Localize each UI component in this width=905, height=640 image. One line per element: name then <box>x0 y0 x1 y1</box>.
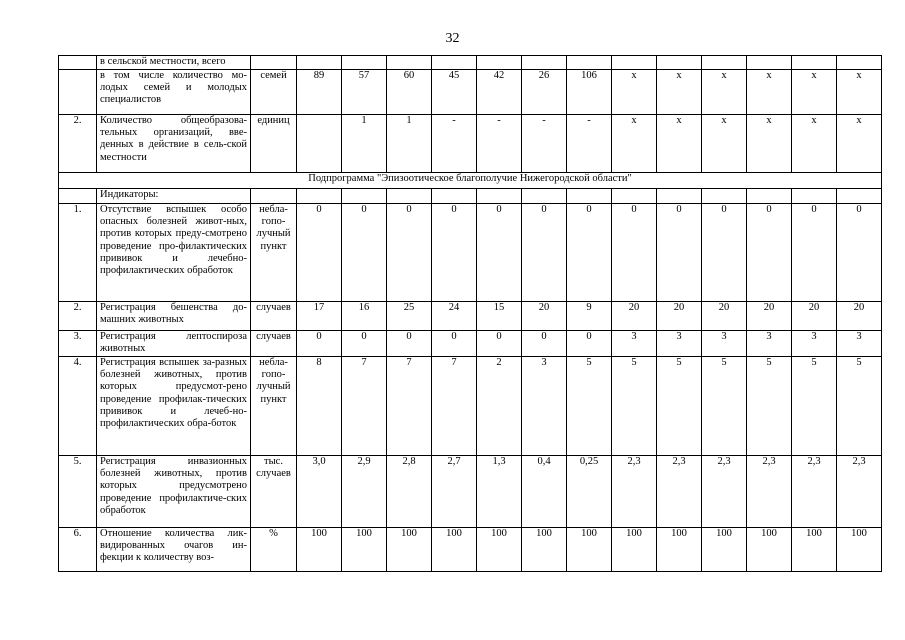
table-row <box>59 528 882 572</box>
value-cell: 0 <box>297 204 342 302</box>
value-cell: 16 <box>342 302 387 331</box>
value-cell: 2,9 <box>342 456 387 528</box>
value-cell: 0 <box>342 204 387 302</box>
row-unit: единиц <box>251 115 297 173</box>
row-number: 6. <box>59 528 97 572</box>
value-cell: 2,3 <box>837 456 882 528</box>
value-cell: 100 <box>432 528 477 572</box>
value-cell: 5 <box>702 357 747 456</box>
table-row-rural-total <box>59 56 882 70</box>
value-cell: 5 <box>612 357 657 456</box>
value-cell: 100 <box>792 528 837 572</box>
value-cell: 5 <box>837 357 882 456</box>
value-cell: 0 <box>567 204 612 302</box>
table-row <box>59 204 882 302</box>
value-cell: 7 <box>432 357 477 456</box>
row-unit: тыс. случаев <box>251 456 297 528</box>
value-cell: 20 <box>657 302 702 331</box>
value-cell: 100 <box>837 528 882 572</box>
value-cell: 0 <box>702 204 747 302</box>
table-row <box>59 331 882 357</box>
value-cell: 0 <box>387 331 432 357</box>
row-number: 2. <box>59 115 97 173</box>
value-cell: 0,25 <box>567 456 612 528</box>
value-cell: 3 <box>657 331 702 357</box>
value-cell: 3 <box>792 331 837 357</box>
value-cell: 9 <box>567 302 612 331</box>
table-row <box>59 456 882 528</box>
table-row <box>59 302 882 331</box>
value-cell: 100 <box>657 528 702 572</box>
table-row-subprogram <box>59 173 882 189</box>
value-cell: 3,0 <box>297 456 342 528</box>
table-row-schools: 2. Количество общеобразова-тельных организаций, вве-денных в действие в сель-ской местности единиц 1 1 - - - - x x x x x x <box>59 115 882 173</box>
value-cell: 5 <box>792 357 837 456</box>
value-cell: 20 <box>612 302 657 331</box>
table-row-indicators-label <box>59 189 882 204</box>
value-cell: 2,3 <box>792 456 837 528</box>
value-cell: 0 <box>612 204 657 302</box>
value-cell: 17 <box>297 302 342 331</box>
value-cell: 0 <box>792 204 837 302</box>
value-cell: 0 <box>657 204 702 302</box>
value-cell: 2,7 <box>432 456 477 528</box>
value-cell: 100 <box>522 528 567 572</box>
value-cell: 2,3 <box>702 456 747 528</box>
value-cell: 0 <box>567 331 612 357</box>
value-cell: 20 <box>837 302 882 331</box>
value-cell: 0 <box>477 331 522 357</box>
value-cell: 0 <box>387 204 432 302</box>
value-cell: 20 <box>747 302 792 331</box>
row-number: 5. <box>59 456 97 528</box>
value-cell: 2 <box>477 357 522 456</box>
value-cell: 5 <box>567 357 612 456</box>
subprogram-title: Подпрограмма "Эпизоотическое благополучие Нижегородской области" <box>59 173 882 189</box>
table-row-young-families: в том числе количество мо-лодых семей и молодых специалистов семей 89 57 60 45 42 26 106 x x x x x x <box>59 70 882 115</box>
value-cell: 2,3 <box>612 456 657 528</box>
row-unit: случаев <box>251 302 297 331</box>
value-cell: 100 <box>567 528 612 572</box>
value-cell: 0 <box>432 204 477 302</box>
indicators-label: Индикаторы: <box>97 189 251 204</box>
value-cell: 100 <box>297 528 342 572</box>
row-description: в том числе количество мо-лодых семей и молодых специалистов <box>97 70 251 115</box>
row-description: Регистрация инвазионных болезней животных, против которых предусмотрено проведение профилактиче-ских обработок <box>97 456 251 528</box>
value-cell: 100 <box>477 528 522 572</box>
row-unit: % <box>251 528 297 572</box>
row-number: 3. <box>59 331 97 357</box>
value-cell: 0,4 <box>522 456 567 528</box>
value-cell: 2,8 <box>387 456 432 528</box>
value-cell: 25 <box>387 302 432 331</box>
value-cell: 20 <box>702 302 747 331</box>
value-cell: 0 <box>522 331 567 357</box>
value-cell: 0 <box>477 204 522 302</box>
value-cell: 0 <box>837 204 882 302</box>
row-unit: небла-гопо-лучный пункт <box>251 357 297 456</box>
value-cell: 0 <box>432 331 477 357</box>
value-cell: 2,3 <box>657 456 702 528</box>
row-description: Количество общеобразова-тельных организаций, вве-денных в действие в сель-ской местности <box>97 115 251 173</box>
row-number: 2. <box>59 302 97 331</box>
indicators-table <box>58 55 882 572</box>
value-cell: 2,3 <box>747 456 792 528</box>
row-description: в сельской местности, всего <box>97 56 251 70</box>
row-unit: случаев <box>251 331 297 357</box>
value-cell: 100 <box>747 528 792 572</box>
value-cell: 20 <box>522 302 567 331</box>
value-cell: 3 <box>747 331 792 357</box>
row-description: Регистрация вспышек за-разных болезней животных, против которых предусмот-рено проведение профилак-тических прививок и лечеб-но-профилактических обра-боток <box>97 357 251 456</box>
value-cell: 24 <box>432 302 477 331</box>
value-cell: 1,3 <box>477 456 522 528</box>
value-cell: 100 <box>342 528 387 572</box>
value-cell: 7 <box>387 357 432 456</box>
value-cell: 3 <box>702 331 747 357</box>
value-cell: 0 <box>297 331 342 357</box>
value-cell: 7 <box>342 357 387 456</box>
value-cell: 100 <box>702 528 747 572</box>
value-cell: 20 <box>792 302 837 331</box>
value-cell: 3 <box>522 357 567 456</box>
value-cell: 8 <box>297 357 342 456</box>
value-cell: 0 <box>522 204 567 302</box>
row-description: Регистрация бешенства до-машних животных <box>97 302 251 331</box>
value-cell: 5 <box>657 357 702 456</box>
value-cell: 100 <box>387 528 432 572</box>
value-cell: 3 <box>837 331 882 357</box>
value-cell: 15 <box>477 302 522 331</box>
page-number: 32 <box>445 31 460 46</box>
value-cell: 5 <box>747 357 792 456</box>
row-description: Отсутствие вспышек особо опасных болезней живот-ных, против которых преду-смотрено проведение про-филактических прививок и лечебно-профилактических обработок <box>97 204 251 302</box>
row-number: 1. <box>59 204 97 302</box>
row-description: Отношение количества лик-видированных очагов ин-фекции к количеству воз- <box>97 528 251 572</box>
value-cell: 0 <box>342 331 387 357</box>
row-unit: небла-гопо-лучный пункт <box>251 204 297 302</box>
table-row <box>59 357 882 456</box>
value-cell: 3 <box>612 331 657 357</box>
value-cell: 100 <box>612 528 657 572</box>
value-cell: 0 <box>747 204 792 302</box>
row-unit: семей <box>251 70 297 115</box>
row-description: Регистрация лептоспироза животных <box>97 331 251 357</box>
row-number: 4. <box>59 357 97 456</box>
